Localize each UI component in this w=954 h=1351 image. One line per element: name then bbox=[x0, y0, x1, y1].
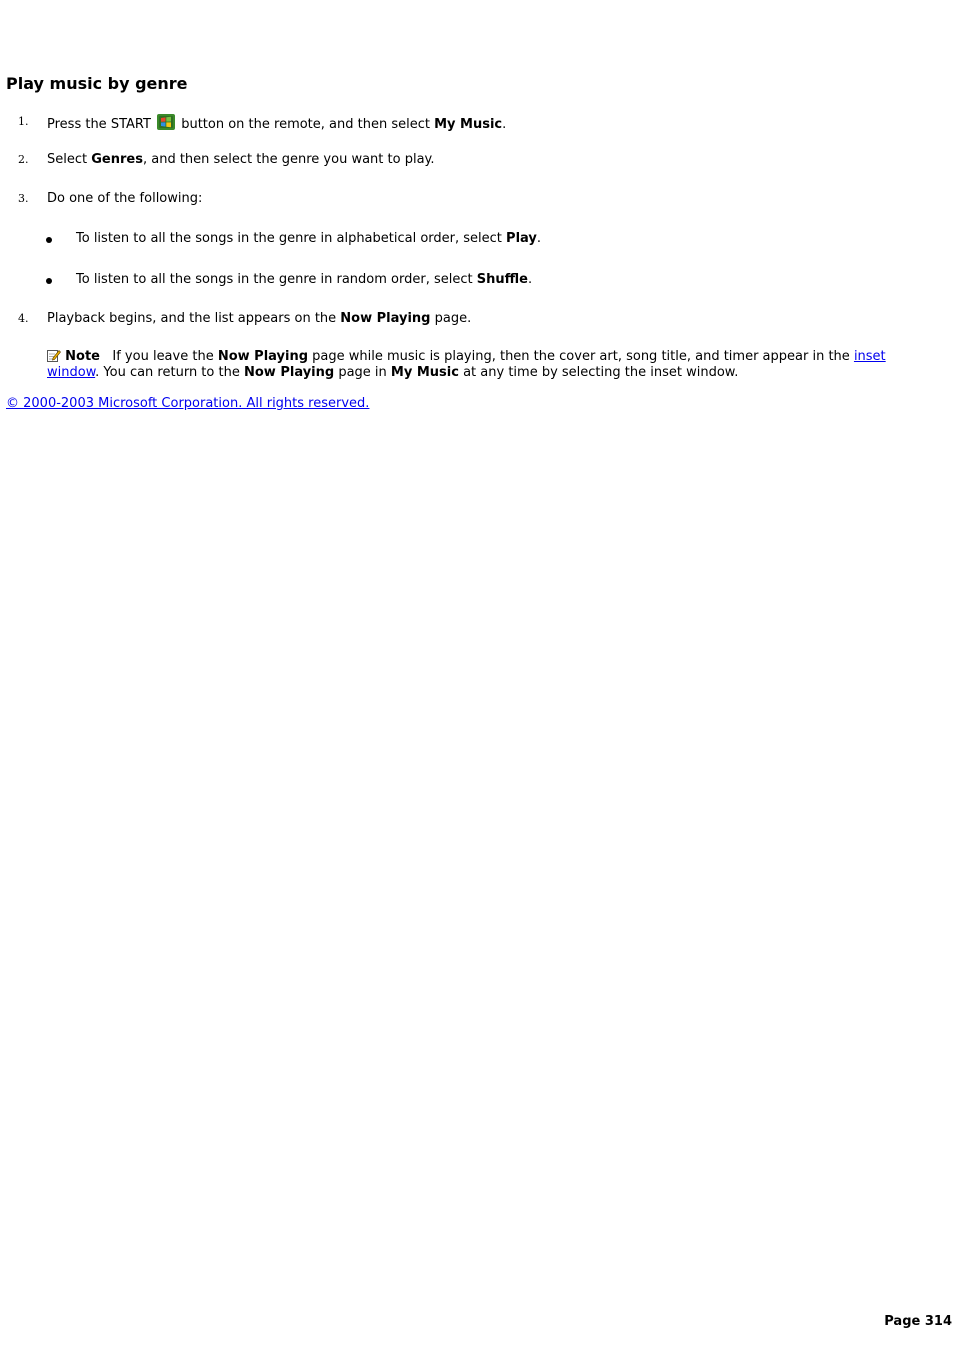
bullet-item-random bbox=[0, 272, 940, 292]
step-text: Press the START button on the remote, and then select My Music. bbox=[47, 114, 506, 132]
now-playing-term: Now Playing bbox=[340, 311, 431, 326]
genres-term: Genres bbox=[91, 152, 143, 167]
bullet-icon bbox=[46, 278, 52, 284]
page-number: Page 314 bbox=[884, 1314, 952, 1329]
step-number: 1. bbox=[18, 115, 29, 128]
bullet-text: To listen to all the songs in the genre in random order, select Shuffle. bbox=[76, 272, 533, 287]
bullet-icon bbox=[46, 237, 52, 243]
bullet-item-alphabetical bbox=[0, 231, 940, 251]
note-pencil-icon bbox=[47, 349, 61, 362]
shuffle-term: Shuffle bbox=[476, 272, 528, 287]
step-text: Do one of the following: bbox=[47, 191, 203, 206]
step-text: Select Genres, and then select the genre you want to play. bbox=[47, 152, 435, 167]
step-number: 3. bbox=[18, 192, 29, 205]
page-title: Play music by genre bbox=[6, 74, 188, 93]
inset-window-link[interactable]: inset window bbox=[47, 349, 886, 380]
step-number: 2. bbox=[18, 153, 29, 166]
bullet-text: To listen to all the songs in the genre in alphabetical order, select Play. bbox=[76, 231, 542, 246]
copyright-link[interactable]: © 2000-2003 Microsoft Corporation. All rights reserved. bbox=[6, 396, 370, 411]
windows-start-icon bbox=[157, 114, 175, 130]
step-3 bbox=[0, 191, 940, 211]
note-label: Note bbox=[65, 349, 100, 364]
step-2 bbox=[0, 152, 940, 172]
note-block: Note If you leave the Now Playing page while music is playing, then the cover art, song title, and timer appear in the inset window. You can return to the Now Playing page in My Music at any time by selecting the inset window. bbox=[47, 349, 886, 380]
play-term: Play bbox=[506, 231, 537, 246]
step-4 bbox=[0, 311, 940, 331]
my-music-term: My Music bbox=[434, 117, 503, 132]
step-text: Playback begins, and the list appears on the Now Playing page. bbox=[47, 311, 472, 326]
step-number: 4. bbox=[18, 312, 29, 325]
step-1 bbox=[0, 114, 940, 134]
